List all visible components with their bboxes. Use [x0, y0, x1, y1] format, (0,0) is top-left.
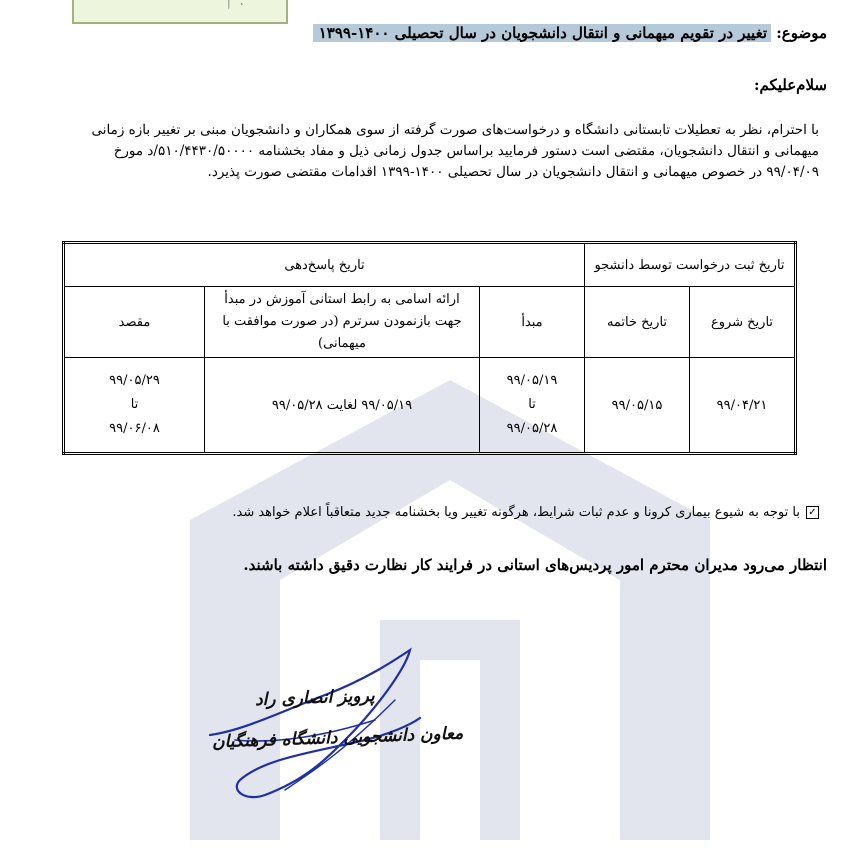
- header-end-date: تاریخ خاتمه: [585, 287, 690, 358]
- greeting: سلام‌علیکم:: [753, 76, 827, 94]
- subject-text: تغییر در تقویم میهمانی و انتقال دانشجویان در سال تحصیلی ۱۴۰۰-۱۳۹۹: [313, 24, 771, 42]
- subject-label: موضوع:: [776, 24, 827, 42]
- header-corner-box: [72, 0, 288, 24]
- header-origin: مبدأ: [480, 287, 585, 358]
- cell-start-date: ۹۹/۰۴/۲۱: [690, 358, 796, 454]
- dest-from: ۹۹/۰۵/۲۹: [109, 373, 160, 388]
- header-student-request: تاریخ ثبت درخواست توسط دانشجو: [585, 243, 796, 287]
- note-line: [232, 505, 819, 520]
- schedule-table: [62, 241, 797, 455]
- body-line: با احترام، نظر به تعطیلات تابستانی دانشگاه و درخواست‌های صورت گرفته از سوی همکاران و دانشجویان مبنی بر تغییر بازه زمانی: [91, 122, 819, 138]
- subject-line: [313, 20, 827, 46]
- header-submit-list: ارائه اسامی به رابط استانی آموزش در مبدأ جهت بازنمودن سرترم (در صورت موافقت با میهمانی): [205, 287, 480, 358]
- corner-marks: ㅣ ㆍ: [224, 0, 247, 11]
- closing-line: انتظار می‌رود مدیران محترم امور پردیس‌های استانی در فرایند کار نظارت دقیق داشته باشند.: [243, 556, 827, 574]
- cell-origin: [480, 358, 585, 454]
- signatory-role: معاون دانشجویی دانشگاه فرهنگیان: [211, 723, 464, 753]
- signatory-name: پرویز انصاری راد: [254, 685, 375, 711]
- origin-to: ۹۹/۰۵/۲۸: [506, 421, 558, 436]
- cell-destination: [64, 358, 205, 454]
- header-response: تاریخ پاسخ‌دهی: [64, 243, 585, 287]
- header-start-date: تاریخ شروع: [690, 287, 796, 358]
- header-destination: مقصد: [64, 287, 205, 358]
- body-line: ۹۹/۰۴/۰۹ در خصوص میهمانی و انتقال دانشجویان در سال تحصیلی ۱۴۰۰-۱۳۹۹ اقدامات مقتضی صورت پذیرد.: [207, 164, 819, 180]
- table-row: [64, 358, 796, 454]
- body-line: میهمانی و انتقال دانشجویان، مقتضی است دستور فرمایید براساس جدول زمانی ذیل و مفاد بخشنامه ۵۱۰/۴۴۳۰/۵۰۰۰۰/د مورخ: [113, 143, 819, 159]
- origin-from: ۹۹/۰۵/۱۹: [506, 373, 558, 388]
- dest-to: ۹۹/۰۶/۰۸: [109, 421, 160, 436]
- dest-to-word: تا: [130, 397, 139, 412]
- cell-end-date: ۹۹/۰۵/۱۵: [585, 358, 690, 454]
- note-text: با توجه به شیوع بیماری کرونا و عدم ثبات شرایط، هرگونه تغییر ویا بخشنامه جدید متعاقباً اعلام خواهد شد.: [232, 505, 800, 520]
- origin-to-word: تا: [528, 397, 536, 412]
- checkbox-checked-icon: ✓: [806, 506, 819, 519]
- body-paragraph: [29, 120, 819, 183]
- cell-submit-list: ۹۹/۰۵/۱۹ لغایت ۹۹/۰۵/۲۸: [205, 358, 480, 454]
